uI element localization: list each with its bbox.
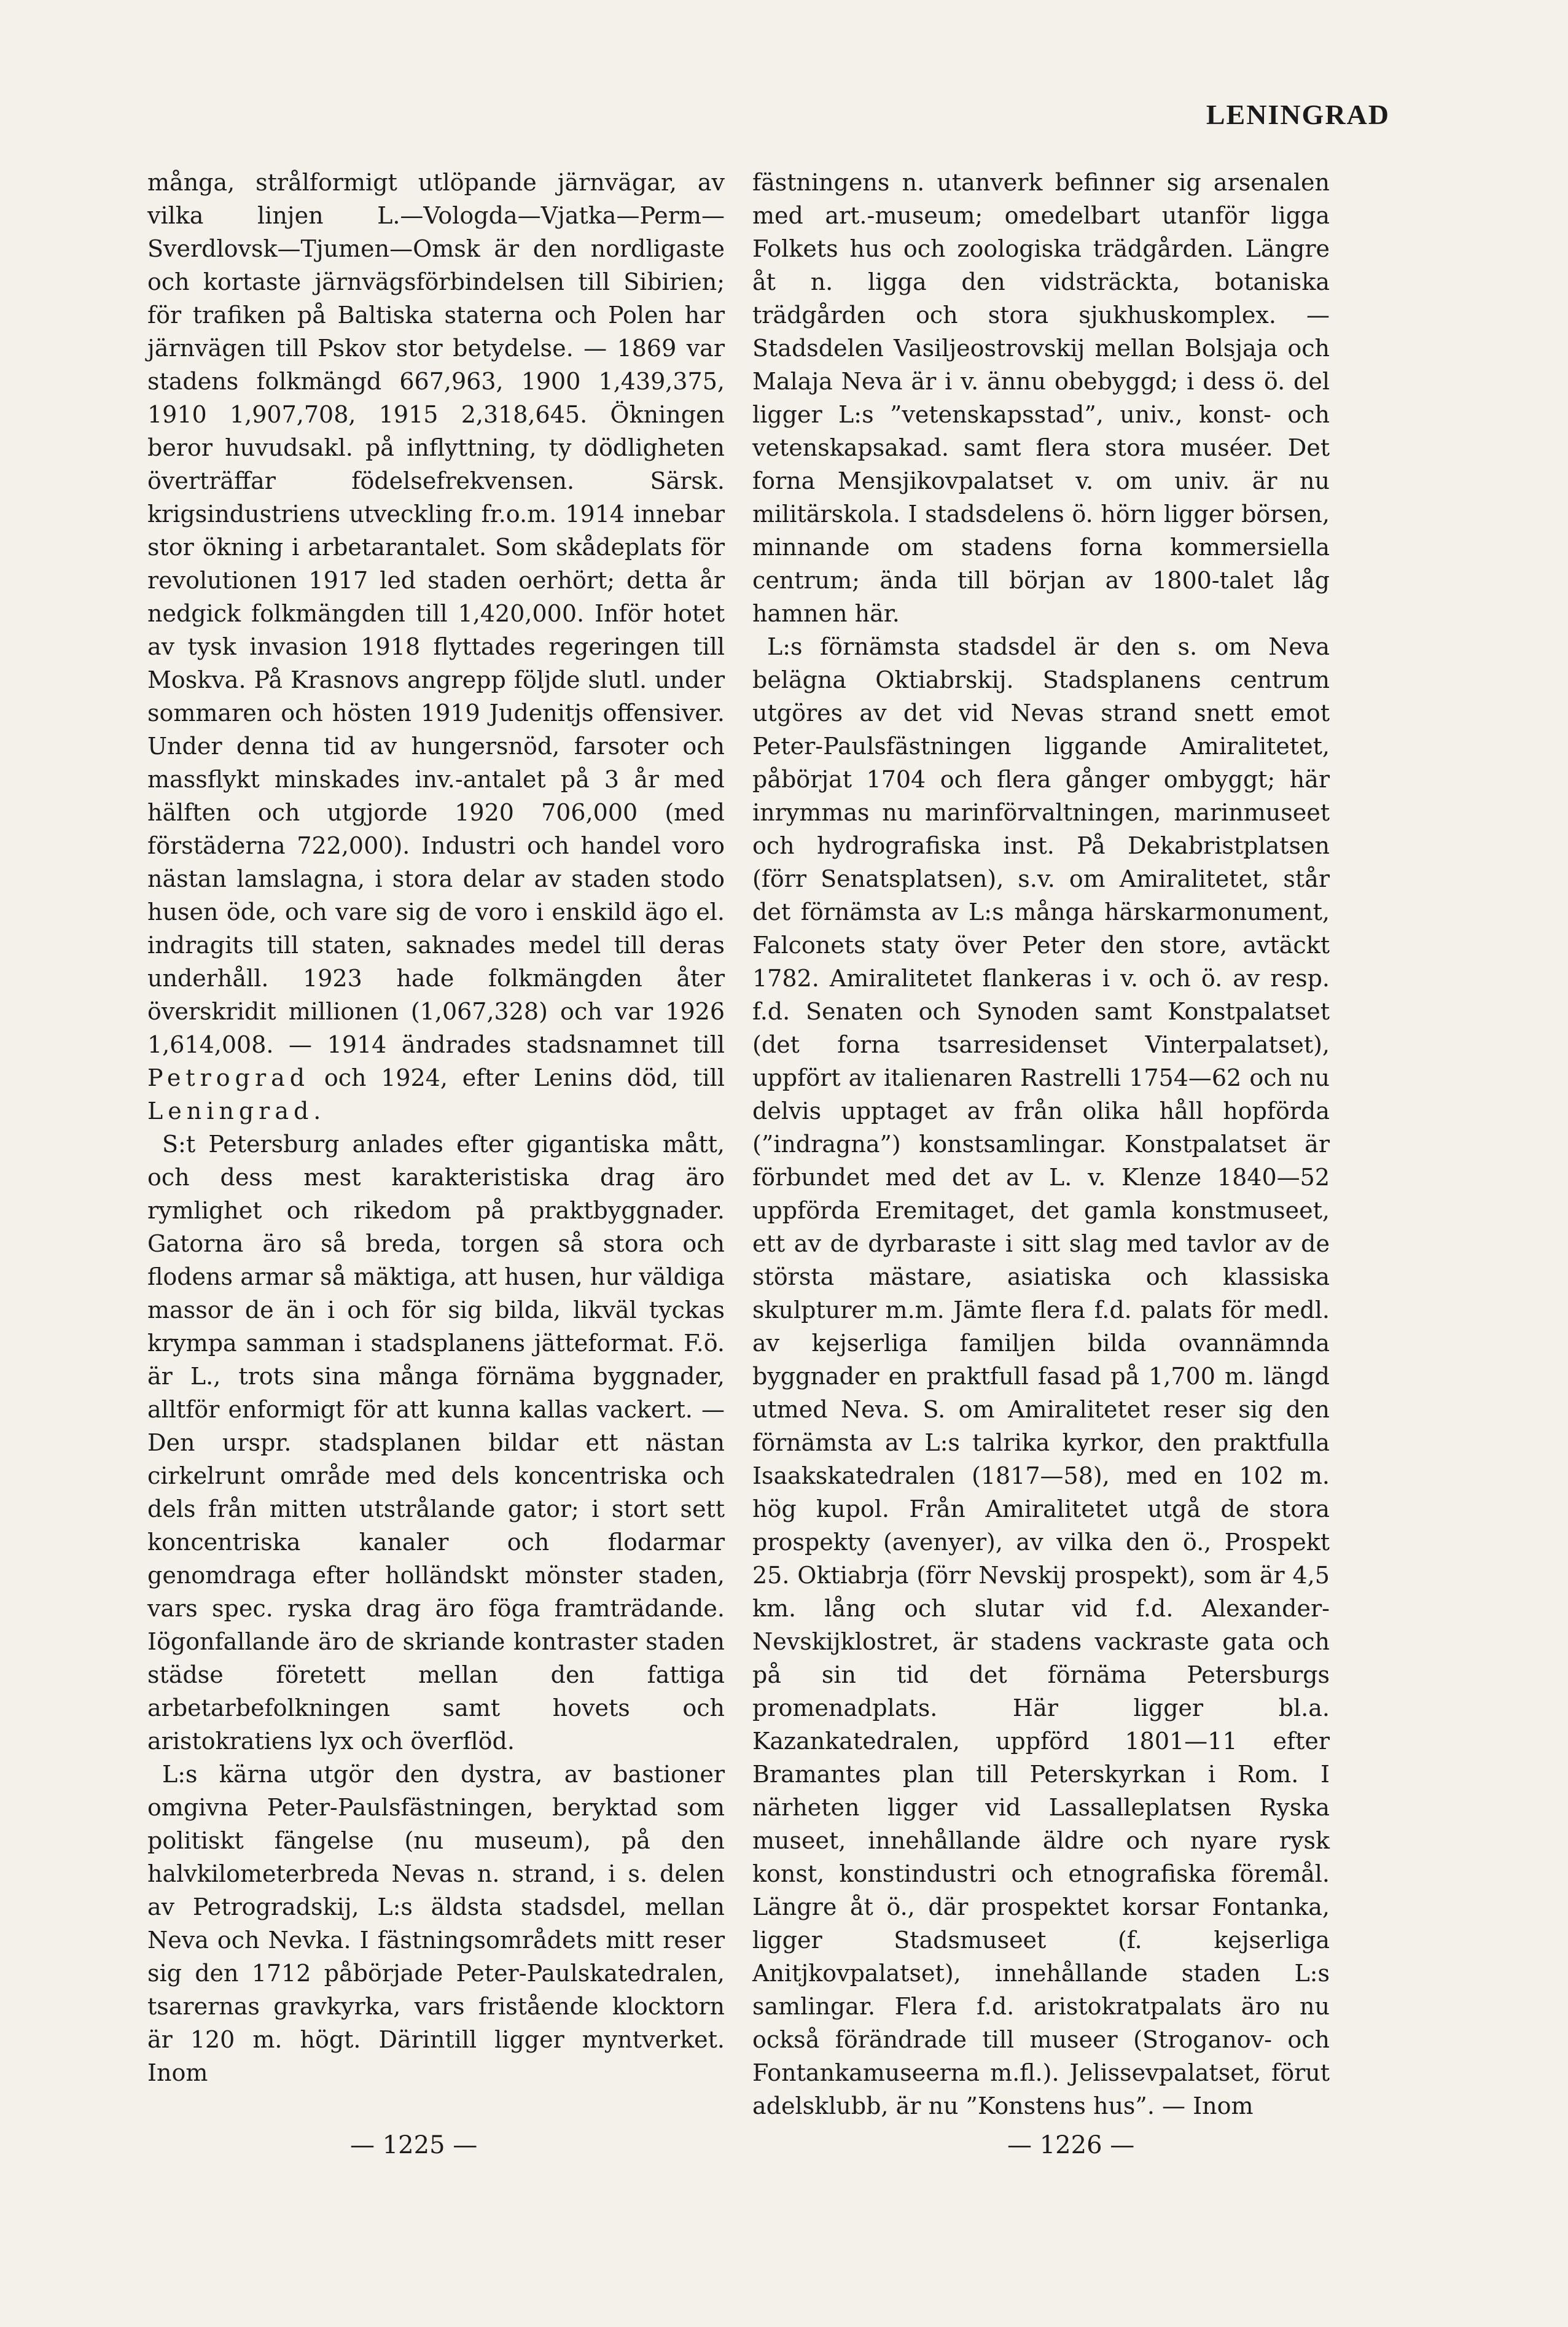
name-petrograd: Petrograd: [147, 1064, 310, 1091]
name-leningrad: Leningrad: [147, 1097, 314, 1125]
paragraph-text: många, strålformigt utlöpande järnvägar, av vilka linjen L.—Vologda—Vjatka—Perm—Sverdlovsk—Tjumen—Omsk är den nordligaste och kortaste järnvägsförbindelsen till Sibirien; för trafiken på Baltiska staterna och Polen har järnvägen till Pskov stor betydelse. — 1869 var stadens folkmängd 667,963, 1900 1,439,375, 1910 1,907,708, 1915 2,318,645. Ökningen beror huvudsakl. på inflyttning, ty dödligheten överträffar födelsefrekvensen. Särsk. krigsindustriens utveckling fr.o.m. 1914 innebar stor ökning i arbetarantalet. Som skådeplats för revolutionen 1917 led staden oerhört; detta år nedgick folkmängden till 1,420,000. Inför hotet av tysk invasion 1918 flyttades regeringen till Moskva. På Krasnovs angrepp följde slutl. under sommaren och hösten 1919 Judenitjs offensiver. Under denna tid av hungersnöd, farsoter och massflykt minskades inv.-antalet på 3 år med hälften och utgjorde 1920 706,000 (med förstäderna 722,000). Industri och handel voro nästan lamslagna, i stora delar av staden stodo husen öde, och vare sig de voro i enskild ägo el. indragits till staten, saknades medel till deras underhåll. 1923 hade folkmängden åter överskridit millionen (1,067,328) och var 1926 1,614,008. — 1914 ändrades stadsnamnet till: [147, 169, 725, 1058]
left-column: [147, 166, 725, 2089]
right-column: [752, 166, 1330, 2122]
paragraph: [147, 166, 725, 1128]
running-title: LENINGRAD: [1206, 99, 1390, 130]
paragraph-text: .: [313, 1097, 321, 1125]
paragraph: S:t Petersburg anlades efter gigantiska mått, och dess mest karakteristiska drag äro rymlighet och rikedom på praktbyggnader. Gatorna äro så breda, torgen så stora och flodens armar så mäktiga, att husen, hur väldiga massor de än i och för sig bilda, likväl tyckas krympa samman i stadsplanens jätteformat. F.ö. är L., trots sina många förnäma byggnader, alltför enformigt för att kunna kallas vackert. — Den urspr. stadsplanen bildar ett nästan cirkelrunt område med dels koncentriska och dels från mitten utstrålande gator; i stort sett koncentriska kanaler och flodarmar genomdraga efter holländskt mönster staden, vars spec. ryska drag äro föga framträdande. Iögonfallande äro de skriande kontraster staden städse företett mellan den fattiga arbetarbefolkningen samt hovets och aristokratiens lyx och överflöd.: [147, 1131, 725, 1755]
paragraph: L:s förnämsta stadsdel är den s. om Neva belägna Oktiabrskij. Stadsplanens centrum utgöres av det vid Nevas strand snett emot Peter-Paulsfästningen liggande Amiralitetet, påbörjat 1704 och flera gånger ombyggt; här inrymmas nu marinförvaltningen, marinmuseet och hydrografiska inst. På Dekabristplatsen (förr Senatsplatsen), s.v. om Amiralitetet, står det förnämsta av L:s många härskarmonument, Falconets staty över Peter den store, avtäckt 1782. Amiralitetet flankeras i v. och ö. av resp. f.d. Senaten och Synoden samt Konstpalatset (det forna tsarresidenset Vinterpalatset), uppfört av italienaren Rastrelli 1754—62 och nu delvis upptaget av från olika håll hopförda (”indragna”) konstsamlingar. Konstpalatset är förbundet med det av L. v. Klenze 1840—52 uppförda Eremitaget, det gamla konstmuseet, ett av de dyrbaraste i sitt slag med tavlor av de största mästare, asiatiska och klassiska skulpturer m.m. Jämte flera f.d. palats för medl. av kejserliga familjen bilda ovannämnda byggnader en praktfull fasad på 1,700 m. längd utmed Neva. S. om Amiralitetet reser sig den förnämsta av L:s talrika kyrkor, den praktfulla Isaakskatedralen (1817—58), med en 102 m. hög kupol. Från Amiralitetet utgå de stora prospekty (avenyer), av vilka den ö., Prospekt 25. Oktiabrja (förr Nevskij prospekt), som är 4,5 km. lång och slutar vid f.d. Alexander-Nevskijklostret, är stadens vackraste gata och på sin tid det förnäma Petersburgs promenadplats. Här ligger bl.a. Kazankatedralen, uppförd 1801—11 efter Bramantes plan till Peterskyrkan i Rom. I närheten ligger vid Lassalleplatsen Ryska museet, innehållande äldre och nyare rysk konst, konstindustri och etnografiska föremål. Längre åt ö., där prospektet korsar Fontanka, ligger Stadsmuseet (f. kejserliga Anitjkovpalatset), innehållande staden L:s samlingar. Flera f.d. aristokratpalats äro nu också förändrade till museer (Stroganov- och Fontankamuseerna m.fl.). Jelissevpalatset, förut adelsklubb, är nu ”Konstens hus”. — Inom: [752, 633, 1330, 2119]
paragraph: fästningens n. utanverk befinner sig arsenalen med art.-museum; omedelbart utanför ligga Folkets hus och zoologiska trädgården. Längre åt n. ligga den vidsträckta, botaniska trädgården och stora sjukhuskomplex. — Stadsdelen Vasiljeostrovskij mellan Bolsjaja och Malaja Neva är i v. ännu obebyggd; i dess ö. del ligger L:s ”vetenskapsstad”, univ., konst- och vetenskapsakad. samt flera stora muséer. Det forna Mensjikovpalatset v. om univ. är nu militärskola. I stadsdelens ö. hörn ligger börsen, minnande om stadens forna kommersiella centrum; ända till början av 1800-talet låg hamnen här.: [752, 169, 1330, 627]
page-number-left: — 1225 —: [350, 2131, 478, 2159]
paragraph-text: och 1924, efter Lenins död, till: [310, 1064, 725, 1091]
paragraph: L:s kärna utgör den dystra, av bastioner omgivna Peter-Paulsfästningen, beryktad som politiskt fängelse (nu museum), på den halvkilometerbreda Nevas n. strand, i s. delen av Petrogradskij, L:s äldsta stadsdel, mellan Neva och Nevka. I fästningsområdets mitt reser sig den 1712 påbörjade Peter-Paulskatedralen, tsarernas gravkyrka, vars fristående klocktorn är 120 m. högt. Därintill ligger myntverket. Inom: [147, 1761, 725, 2086]
page-number-right: — 1226 —: [1007, 2131, 1135, 2159]
